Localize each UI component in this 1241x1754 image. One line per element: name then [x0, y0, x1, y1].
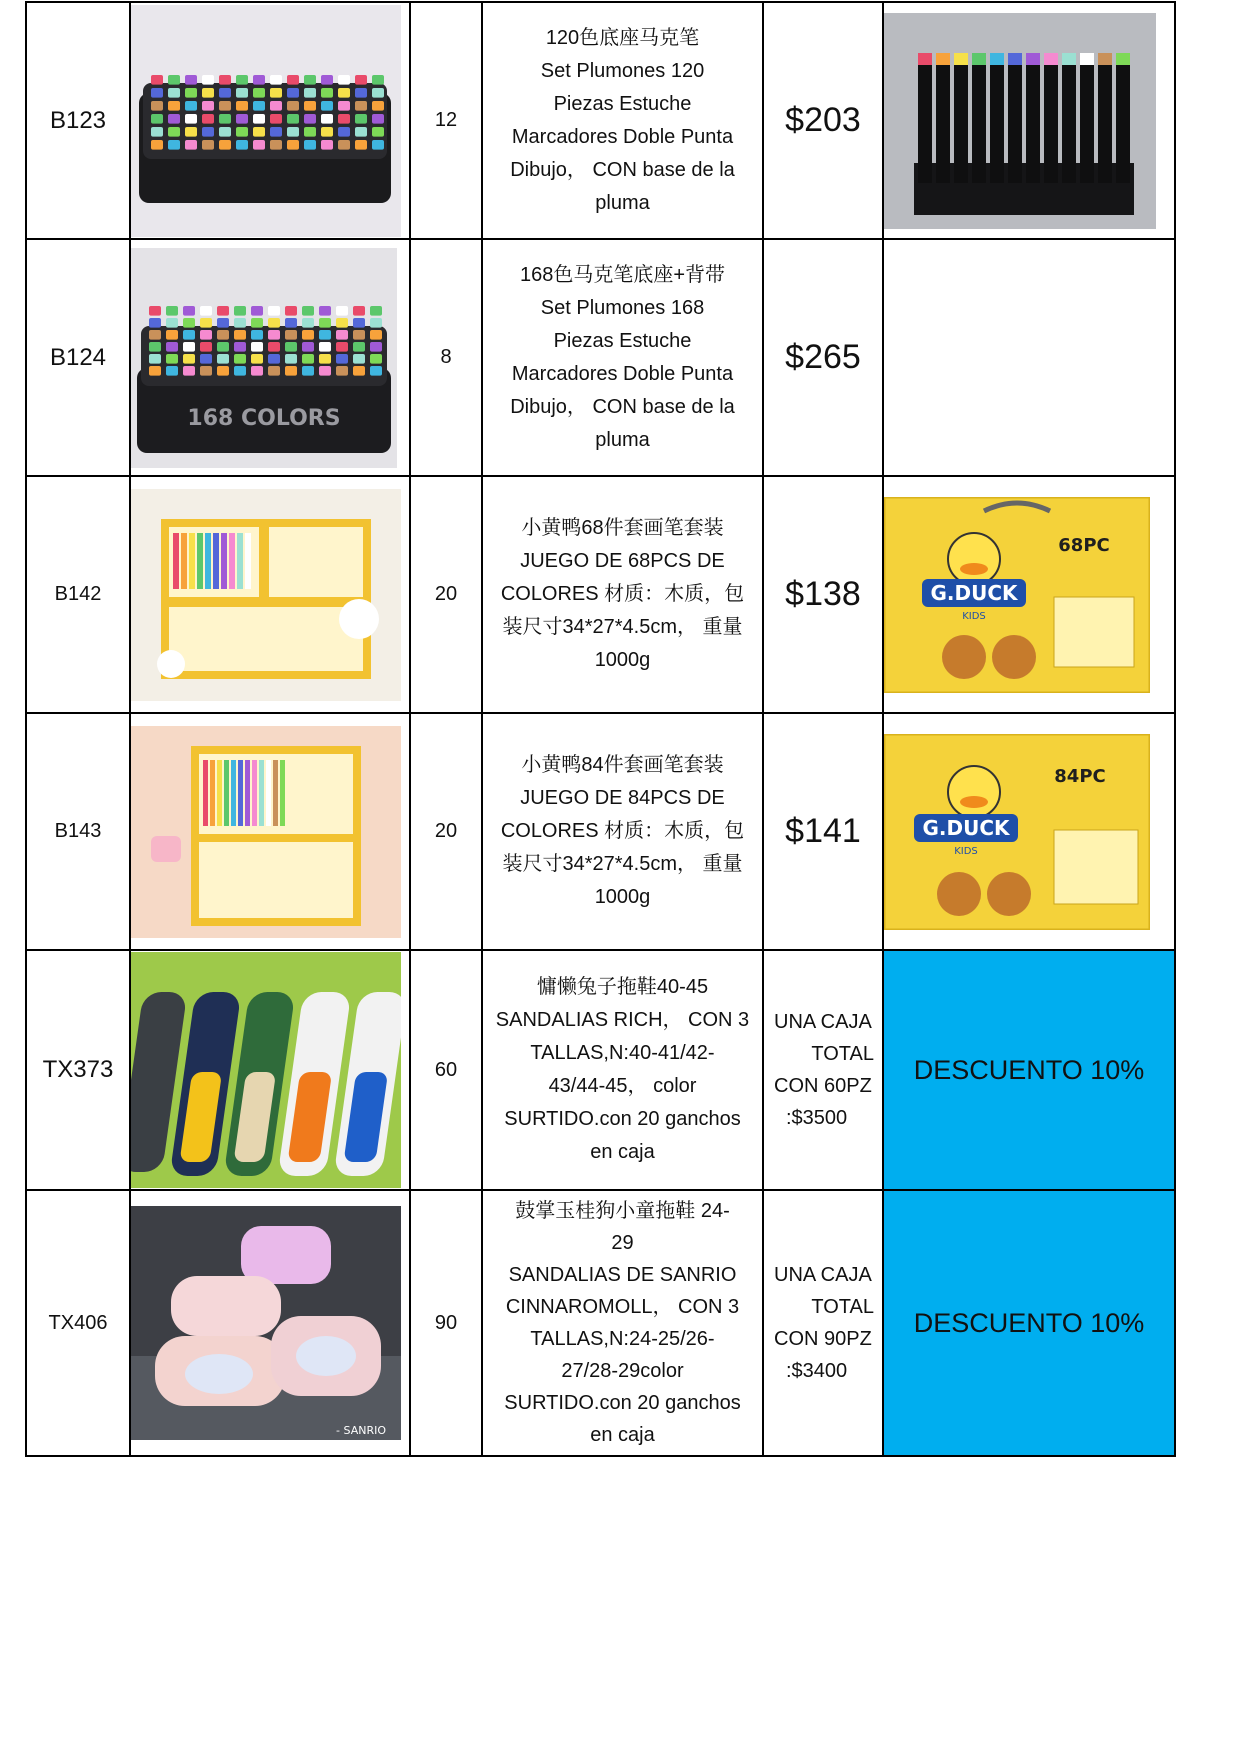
marker-cap: [1080, 53, 1094, 65]
marker-cap: [336, 318, 348, 328]
marker-cap: [353, 330, 365, 340]
svg-text:KIDS: KIDS: [954, 845, 978, 857]
marker-cap: [219, 101, 231, 111]
marker-cap: [1044, 53, 1058, 65]
marker-cap: [183, 342, 195, 352]
marker-cap: [372, 127, 384, 137]
marker-cap: [321, 75, 333, 85]
product-description: 120色底座马克笔 Set Plumones 120 Piezas Estuche Marcadores Doble Punta Dibujo， CON base de la pluma: [482, 2, 763, 239]
marker-cap: [149, 306, 161, 316]
marker-cap: [270, 101, 282, 111]
product-price: $203: [763, 2, 883, 239]
marker-cap: [217, 366, 229, 376]
pen: [217, 760, 222, 826]
marker-cap: [202, 101, 214, 111]
marker-cap: [151, 101, 163, 111]
marker-cap: [302, 342, 314, 352]
marker-cap: [321, 127, 333, 137]
marker-cap: [1008, 53, 1022, 65]
marker-cap: [151, 127, 163, 137]
marker-body: [1026, 63, 1040, 183]
marker-cap: [217, 342, 229, 352]
marker-cap: [149, 354, 161, 364]
marker-cap: [954, 53, 968, 65]
marker-cap: [1026, 53, 1040, 65]
product-image-cell: [130, 713, 410, 950]
marker-cap: [236, 88, 248, 98]
marker-cap: [319, 342, 331, 352]
marker-cap: [149, 342, 161, 352]
marker-cap: [285, 342, 297, 352]
marker-cap: [236, 127, 248, 137]
marker-cap: [372, 88, 384, 98]
marker-cap: [372, 140, 384, 150]
marker-cap: [1062, 53, 1076, 65]
marker-cap: [166, 342, 178, 352]
marker-cap: [183, 330, 195, 340]
svg-text:84PC: 84PC: [1054, 765, 1106, 787]
marker-cap: [234, 330, 246, 340]
marker-cap: [338, 101, 350, 111]
marker-cap: [338, 127, 350, 137]
marker-cap: [183, 354, 195, 364]
marker-cap: [319, 306, 331, 316]
marker-cap: [251, 318, 263, 328]
marker-cap: [370, 366, 382, 376]
marker-cap: [372, 114, 384, 124]
marker-cap: [202, 140, 214, 150]
marker-cap: [319, 366, 331, 376]
art-set-open-photo: [131, 489, 409, 701]
marker-cap: [151, 140, 163, 150]
marker-cap: [287, 140, 299, 150]
marker-cap: [287, 75, 299, 85]
marker-cap: [251, 306, 263, 316]
marker-cap: [234, 318, 246, 328]
marker-cap: [370, 318, 382, 328]
marker-cap: [370, 330, 382, 340]
marker-cap: [304, 140, 316, 150]
product-description: 慵懒兔子拖鞋40-45 SANDALIAS RICH， CON 3 TALLAS,N:40-41/42- 43/44-45， color SURTIDO.con 20 ganchos en caja: [482, 950, 763, 1190]
marker-cap: [353, 318, 365, 328]
pen: [213, 533, 219, 589]
product-description: 鼓掌玉桂狗小童拖鞋 24- 29 SANDALIAS DE SANRIO CINNAROMOLL， CON 3 TALLAS,N:24-25/26- 27/28-29color SURTIDO.con 20 ganchos en caja: [482, 1190, 763, 1456]
product-price: $141: [763, 713, 883, 950]
pen: [237, 533, 243, 589]
product-image-cell: [130, 239, 410, 476]
product-code: B142: [26, 476, 130, 713]
marker-cap: [268, 366, 280, 376]
marker-cap: [217, 330, 229, 340]
pen: [205, 533, 211, 589]
marker-cap: [372, 101, 384, 111]
marker-cap: [202, 88, 214, 98]
marker-cap: [353, 306, 365, 316]
marker-cap: [166, 306, 178, 316]
marker-cap: [304, 114, 316, 124]
marker-cap: [219, 114, 231, 124]
pen: [259, 760, 264, 826]
marker-body: [1098, 63, 1112, 183]
marker-cap: [321, 101, 333, 111]
marker-cap: [200, 366, 212, 376]
product-code: B143: [26, 713, 130, 950]
marker-body: [972, 63, 986, 183]
marker-cap: [372, 75, 384, 85]
product-table: [25, 1, 1176, 1457]
product-code: TX406: [26, 1190, 130, 1456]
marker-cap: [287, 127, 299, 137]
product-qty: 90: [410, 1190, 482, 1456]
marker-cap: [168, 101, 180, 111]
rich-sandals-photo: [131, 952, 409, 1188]
marker-cap: [370, 354, 382, 364]
marker-cap: [234, 342, 246, 352]
marker-cap: [183, 366, 195, 376]
pen: [266, 760, 271, 826]
pen: [224, 760, 229, 826]
marker-cap: [285, 330, 297, 340]
product-qty: 8: [410, 239, 482, 476]
marker-cap: [285, 318, 297, 328]
marker-cap: [251, 366, 263, 376]
pen: [245, 533, 251, 589]
marker-cap: [355, 140, 367, 150]
marker-cap: [151, 114, 163, 124]
marker-case-photo: [131, 5, 409, 237]
pen: [181, 533, 187, 589]
marker-cap: [200, 330, 212, 340]
product-price: $138: [763, 476, 883, 713]
marker-cap: [200, 354, 212, 364]
marker-cap: [355, 114, 367, 124]
marker-cap: [353, 366, 365, 376]
marker-cap: [185, 75, 197, 85]
duck-box-84-photo: [884, 734, 1174, 930]
marker-cap: [151, 75, 163, 85]
marker-cap: [302, 330, 314, 340]
product-price-box: UNA CAJA TOTAL CON 60PZ :$3500: [763, 950, 883, 1190]
product-image-cell: [130, 1190, 410, 1456]
pen: [252, 760, 257, 826]
marker-cap: [166, 354, 178, 364]
product-price: $265: [763, 239, 883, 476]
marker-cap: [268, 330, 280, 340]
marker-cap: [251, 330, 263, 340]
marker-cap: [219, 127, 231, 137]
marker-cap: [336, 330, 348, 340]
marker-cap: [251, 342, 263, 352]
marker-cap: [270, 75, 282, 85]
marker-cap: [370, 306, 382, 316]
marker-cap: [183, 306, 195, 316]
marker-cap: [972, 53, 986, 65]
marker-cap: [185, 88, 197, 98]
marker-body: [990, 63, 1004, 183]
marker-cap: [285, 306, 297, 316]
marker-cap: [200, 306, 212, 316]
marker-body: [1080, 63, 1094, 183]
svg-text:G.DUCK: G.DUCK: [922, 815, 1010, 840]
table-row: [26, 2, 1175, 239]
marker-cap: [168, 75, 180, 85]
marker-cap: [270, 127, 282, 137]
product-image2-cell: [883, 476, 1175, 713]
marker-cap: [268, 342, 280, 352]
table-row: [26, 1190, 1175, 1456]
marker-cap: [168, 88, 180, 98]
marker-cap: [168, 140, 180, 150]
marker-cap: [236, 114, 248, 124]
marker-cap: [355, 75, 367, 85]
pen: [197, 533, 203, 589]
marker-cap: [149, 318, 161, 328]
marker-cap: [321, 114, 333, 124]
marker-cap: [336, 366, 348, 376]
marker-cap: [270, 114, 282, 124]
product-image2-cell: [883, 2, 1175, 239]
marker-cap: [304, 127, 316, 137]
marker-cap: [1116, 53, 1130, 65]
table-row: [26, 950, 1175, 1190]
marker-body: [1008, 63, 1022, 183]
marker-cap: [302, 306, 314, 316]
marker-cap: [149, 330, 161, 340]
marker-cap: [302, 366, 314, 376]
art-set-84-open-photo: [131, 726, 409, 938]
marker-cap: [168, 114, 180, 124]
marker-cap: [219, 75, 231, 85]
product-image-cell: [130, 476, 410, 713]
marker-cap: [302, 354, 314, 364]
marker-cap: [355, 101, 367, 111]
marker-cap: [236, 140, 248, 150]
marker-cap: [338, 140, 350, 150]
marker-cap: [336, 354, 348, 364]
marker-cap: [219, 88, 231, 98]
marker-cap: [200, 318, 212, 328]
marker-cap: [285, 366, 297, 376]
marker-cap: [202, 127, 214, 137]
product-qty: 12: [410, 2, 482, 239]
pen: [203, 760, 208, 826]
marker-cap: [200, 342, 212, 352]
svg-text:168 COLORS: 168 COLORS: [187, 405, 341, 431]
product-image-cell: [130, 2, 410, 239]
marker-cap: [236, 75, 248, 85]
marker-cap: [287, 114, 299, 124]
marker-cap: [166, 318, 178, 328]
marker-cap: [319, 330, 331, 340]
marker-cap: [355, 88, 367, 98]
marker-cap: [370, 342, 382, 352]
marker-cap: [270, 140, 282, 150]
product-qty: 20: [410, 713, 482, 950]
discount-badge: DESCUENTO 10%: [883, 950, 1175, 1190]
marker-cap: [336, 306, 348, 316]
svg-text:KIDS: KIDS: [962, 610, 986, 622]
product-description: 小黄鸭84件套画笔套装 JUEGO DE 84PCS DE COLORES 材质：木质，包 装尺寸34*27*4.5cm， 重量 1000g: [482, 713, 763, 950]
marker-cap: [302, 318, 314, 328]
discount-badge: DESCUENTO 10%: [883, 1190, 1175, 1456]
svg-text:G.DUCK: G.DUCK: [930, 580, 1018, 605]
marker-cap: [251, 354, 263, 364]
marker-cap: [234, 366, 246, 376]
marker-cap: [321, 140, 333, 150]
marker-cap: [151, 88, 163, 98]
marker-cap: [319, 354, 331, 364]
marker-cap: [336, 342, 348, 352]
marker-cap: [217, 306, 229, 316]
table-row: [26, 476, 1175, 713]
marker-cap: [287, 88, 299, 98]
marker-cap: [355, 127, 367, 137]
marker-cap: [270, 88, 282, 98]
marker-cap: [166, 330, 178, 340]
table-row: [26, 239, 1175, 476]
marker-cap: [304, 101, 316, 111]
marker-cap: [268, 354, 280, 364]
marker-cap: [268, 306, 280, 316]
marker-cap: [168, 127, 180, 137]
marker-cap: [253, 101, 265, 111]
pen: [273, 760, 278, 826]
marker-cap: [338, 114, 350, 124]
marker-cap: [253, 75, 265, 85]
marker-cap: [202, 75, 214, 85]
marker-cap: [217, 318, 229, 328]
marker-body: [918, 63, 932, 183]
marker-cap: [353, 354, 365, 364]
marker-cap: [185, 114, 197, 124]
marker-cap: [353, 342, 365, 352]
marker-cap: [149, 366, 161, 376]
marker-cap: [304, 88, 316, 98]
pen: [245, 760, 250, 826]
marker-cap: [319, 318, 331, 328]
marker-cap: [253, 88, 265, 98]
product-image2-cell-empty: [883, 239, 1175, 476]
marker-cap: [185, 127, 197, 137]
pen: [231, 760, 236, 826]
marker-cap: [202, 114, 214, 124]
marker-cap: [185, 101, 197, 111]
marker-body: [1044, 63, 1058, 183]
product-qty: 60: [410, 950, 482, 1190]
marker-cap: [234, 354, 246, 364]
pen: [221, 533, 227, 589]
marker-cap: [185, 140, 197, 150]
marker-cap: [321, 88, 333, 98]
table-row: [26, 713, 1175, 950]
product-description: 小黄鸭68件套画笔套装 JUEGO DE 68PCS DE COLORES 材质：木质，包 装尺寸34*27*4.5cm， 重量 1000g: [482, 476, 763, 713]
marker-body: [936, 63, 950, 183]
marker-cap: [918, 53, 932, 65]
marker-cap: [285, 354, 297, 364]
product-qty: 20: [410, 476, 482, 713]
pen: [173, 533, 179, 589]
pen: [280, 760, 285, 826]
marker-cap: [253, 114, 265, 124]
pen: [210, 760, 215, 826]
marker-cap: [236, 101, 248, 111]
marker-body: [1116, 63, 1130, 183]
pen: [189, 533, 195, 589]
marker-cap: [234, 306, 246, 316]
marker-cap: [183, 318, 195, 328]
duck-box-68-photo: [884, 497, 1174, 693]
pen: [238, 760, 243, 826]
product-code: B124: [26, 239, 130, 476]
marker-cap: [219, 140, 231, 150]
product-code: TX373: [26, 950, 130, 1190]
marker-cap: [217, 354, 229, 364]
marker-cap: [268, 318, 280, 328]
product-code: B123: [26, 2, 130, 239]
marker-case-168-photo: [131, 248, 409, 468]
pen: [229, 533, 235, 589]
svg-text:68PC: 68PC: [1058, 534, 1110, 556]
marker-cap: [253, 127, 265, 137]
marker-cap: [1098, 53, 1112, 65]
product-price-box: UNA CAJA TOTAL CON 90PZ :$3400: [763, 1190, 883, 1456]
marker-body: [954, 63, 968, 183]
marker-cap: [253, 140, 265, 150]
sanrio-sandals-photo: [131, 1206, 409, 1440]
marker-cap: [936, 53, 950, 65]
marker-cap: [990, 53, 1004, 65]
marker-cap: [338, 75, 350, 85]
product-image2-cell: [883, 713, 1175, 950]
svg-text:- SANRIO: - SANRIO: [336, 1424, 386, 1437]
marker-cap: [304, 75, 316, 85]
product-description: 168色马克笔底座+背带 Set Plumones 168 Piezas Estuche Marcadores Doble Punta Dibujo， CON base de la pluma: [482, 239, 763, 476]
product-image-cell: [130, 950, 410, 1190]
marker-stand-photo: [884, 13, 1174, 229]
marker-cap: [338, 88, 350, 98]
marker-body: [1062, 63, 1076, 183]
marker-cap: [166, 366, 178, 376]
marker-cap: [287, 101, 299, 111]
